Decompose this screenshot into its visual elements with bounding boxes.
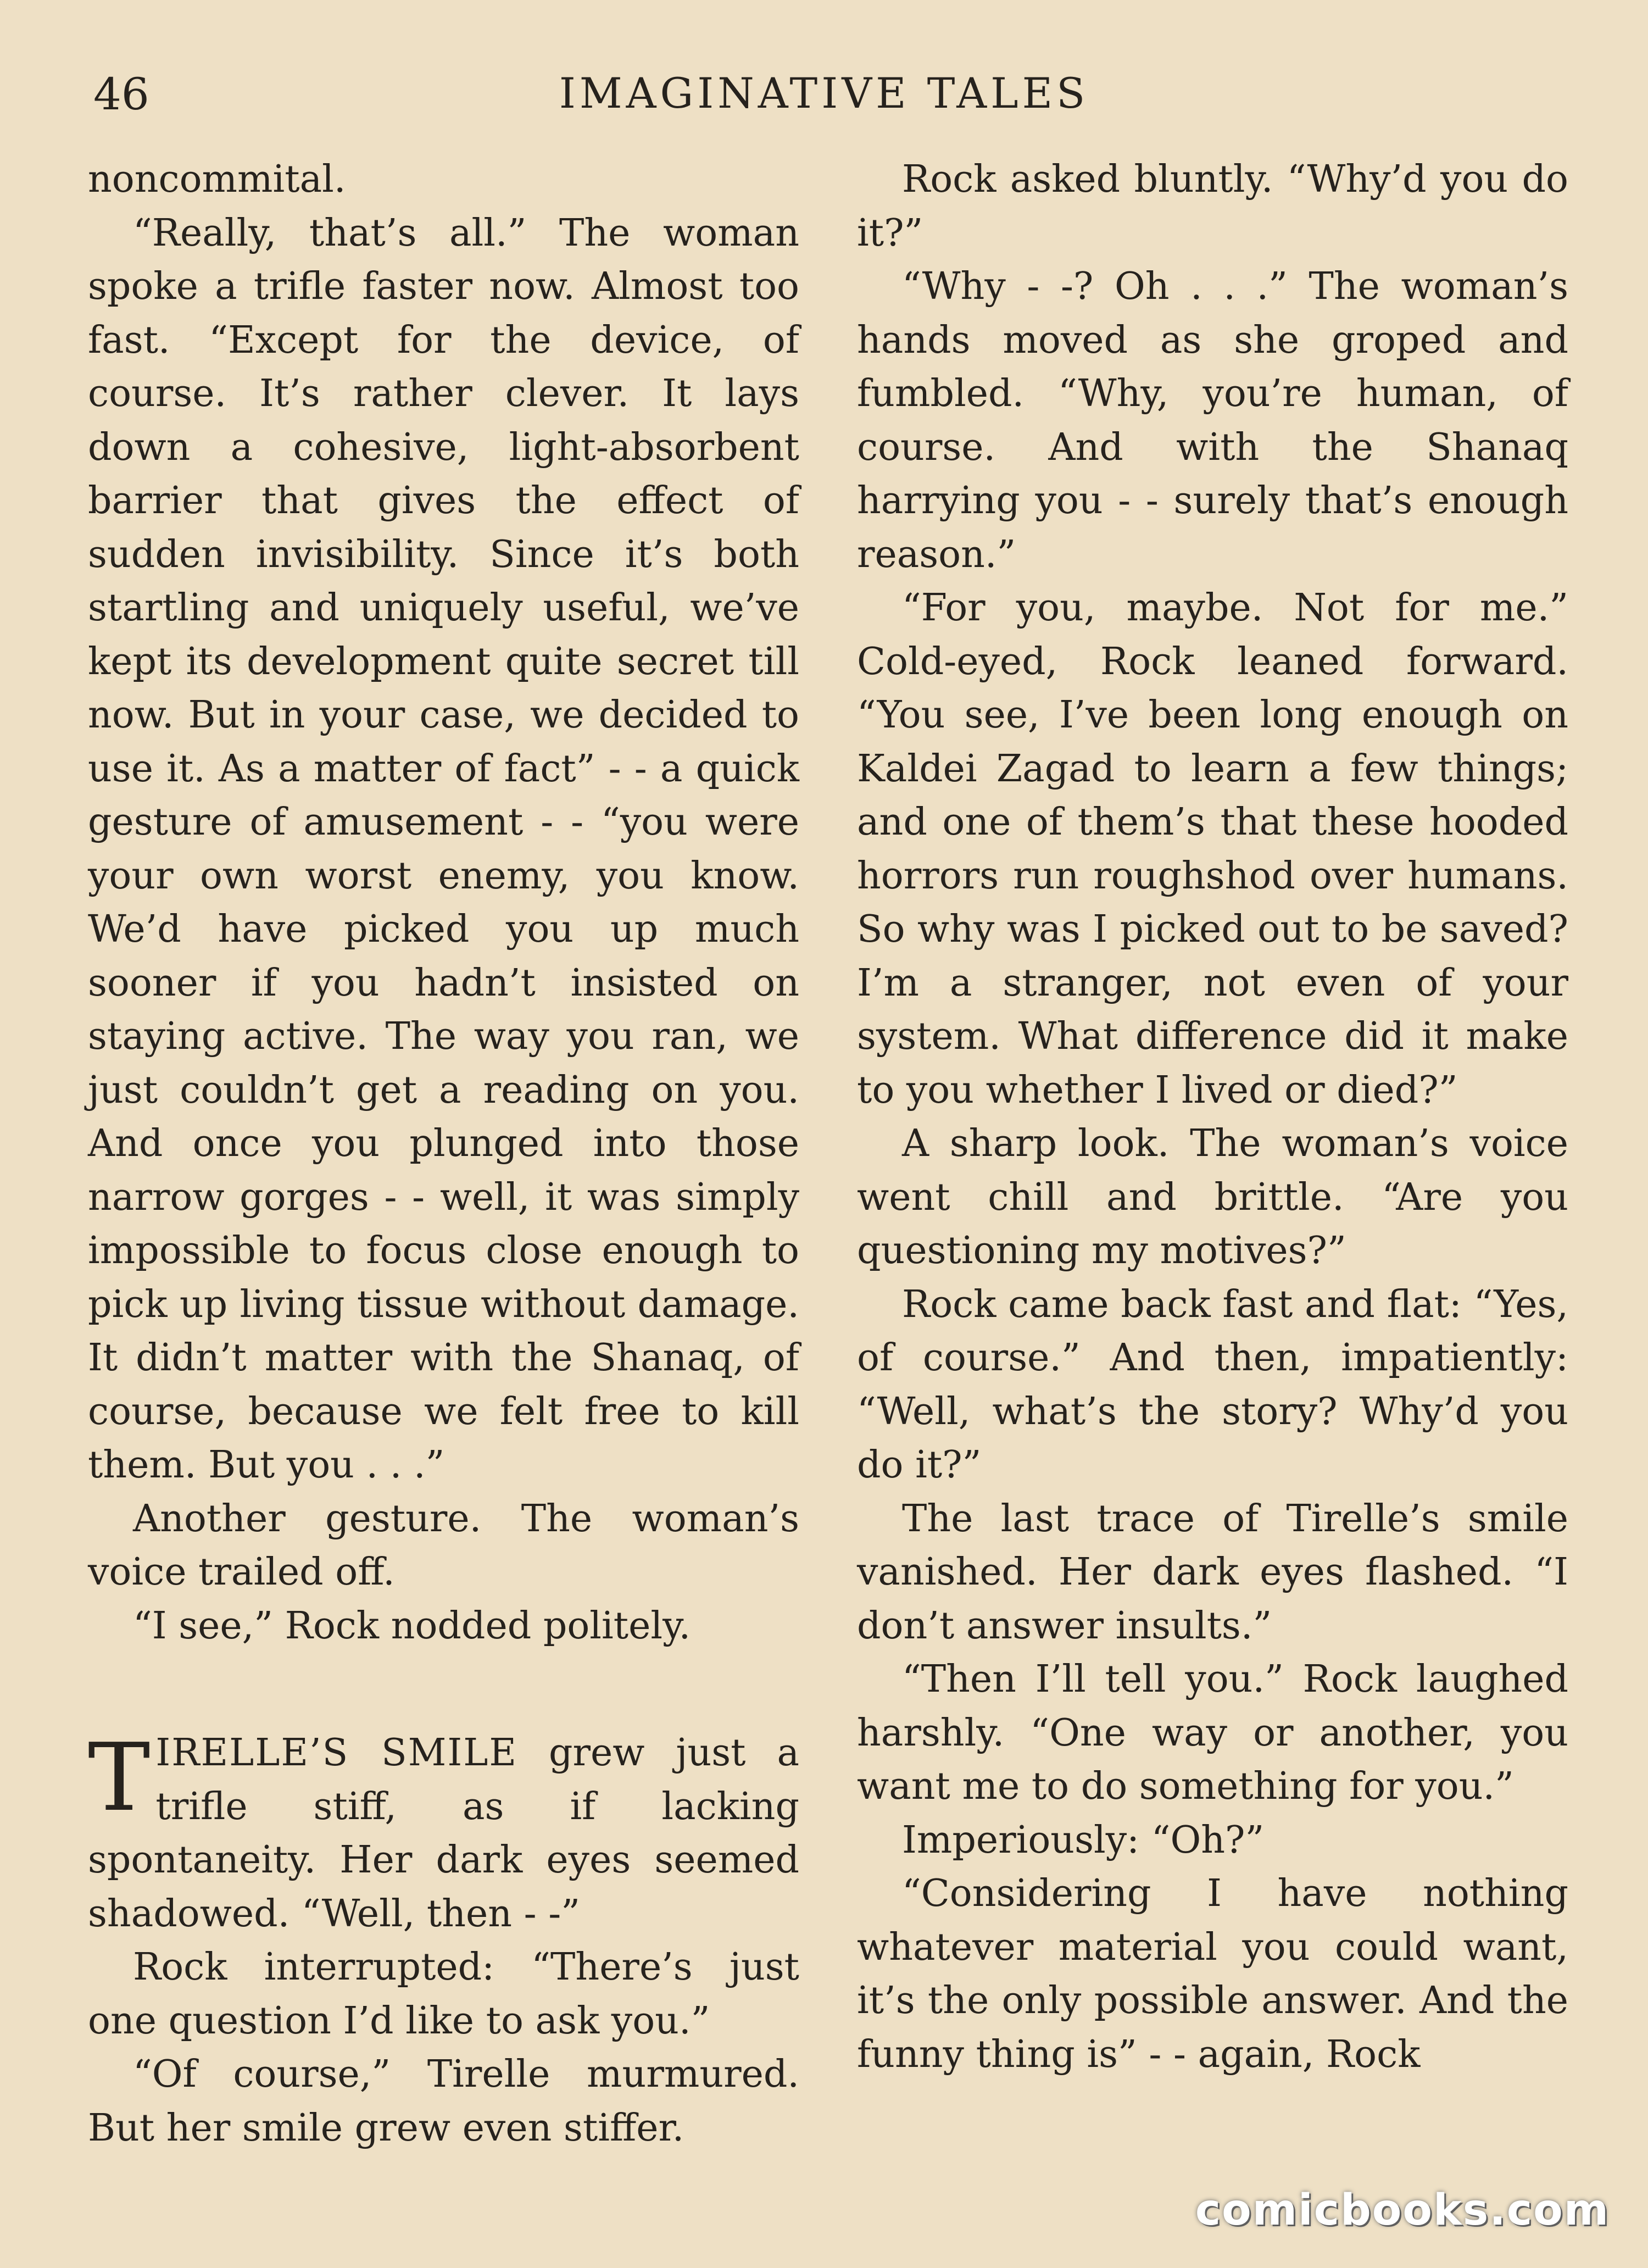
paragraph: Rock asked bluntly. “Why’d you do it?” xyxy=(857,158,1568,255)
section-break xyxy=(88,1653,799,1726)
paragraph: Imperiously: “Oh?” xyxy=(902,1818,1265,1862)
right-column xyxy=(857,153,1568,2081)
paragraph: “Why - -? Oh . . .” The woman’s hands moved as she groped and fumbled. “Why, you’re human, of course. And with the Shanaq harrying you - - surely that’s enough reason.” xyxy=(857,265,1568,576)
paragraph: “Of course,” Tirelle murmured. But her smile grew even stiffer. xyxy=(88,2053,799,2150)
paragraph: noncommital. xyxy=(88,158,346,201)
drop-cap-letter: T xyxy=(88,1724,151,1832)
drop-cap-smallcaps: IRELLE’S SMILE xyxy=(155,1731,518,1775)
paragraph: “Then I’ll tell you.” Rock laughed harshly. “One way or another, you want me to do something for you.” xyxy=(857,1658,1568,1808)
paragraph: “For you, maybe. Not for me.” Cold-eyed, Rock leaned forward. “You see, I’ve been long enough on Kaldei Zagad to learn a few things; and one of them’s that these hooded horrors run roughshod over humans. So why was I picked out to be saved? I’m a stranger, not even of your system. What difference did it make to you whether I lived or died?” xyxy=(857,586,1568,1112)
running-title: IMAGINATIVE TALES xyxy=(559,69,1089,118)
watermark: comicbooks.com xyxy=(1195,2186,1610,2235)
paragraph: “Considering I have nothing whatever material you could want, it’s the only possible answer. And the funny thing is” - - again, Rock xyxy=(857,1872,1568,2076)
paragraph: “Really, that’s all.” The woman spoke a trifle faster now. Almost too fast. “Except for the device, of course. It’s rather clever. It lays down a cohesive, light-absorbent barrier that gives the effect of sudden invisibility. Since it’s both startling and uniquely useful, we’ve kept its development quite secret till now. But in your case, we decided to use it. As a matter of fact” - - a quick gesture of amusement - - “you were your own worst enemy, you know. We’d have picked you up much sooner if you hadn’t insisted on staying active. The way you ran, we just couldn’t get a reading on you. And once you plunged into those narrow gorges - - well, it was simply impossible to focus close enough to pick up living tissue without damage. It didn’t matter with the Shanaq, of course, because we felt free to kill them. But you . . .” xyxy=(88,211,799,1487)
left-column xyxy=(88,153,799,2155)
drop-cap-paragraph xyxy=(88,1726,799,1941)
paragraph: “I see,” Rock nodded politely. xyxy=(133,1604,691,1648)
paragraph: Rock interrupted: “There’s just one question I’d like to ask you.” xyxy=(88,1945,799,2043)
paragraph: A sharp look. The woman’s voice went chill and brittle. “Are you questioning my motives?” xyxy=(857,1122,1568,1272)
paragraph-text: grew just a trifle stiff, as if lacking spontaneity. Her dark eyes seemed shadowed. “Well, then - -” xyxy=(88,1731,799,1936)
paragraph: The last trace of Tirelle’s smile vanished. Her dark eyes flashed. “I don’t answer insults.” xyxy=(857,1497,1568,1648)
page-number: 46 xyxy=(93,69,149,120)
page-header xyxy=(88,66,1560,126)
paragraph: Rock came back fast and flat: “Yes, of course.” And then, impatiently: “Well, what’s the story? Why’d you do it?” xyxy=(857,1282,1568,1487)
paragraph: Another gesture. The woman’s voice trailed off. xyxy=(88,1497,799,1594)
